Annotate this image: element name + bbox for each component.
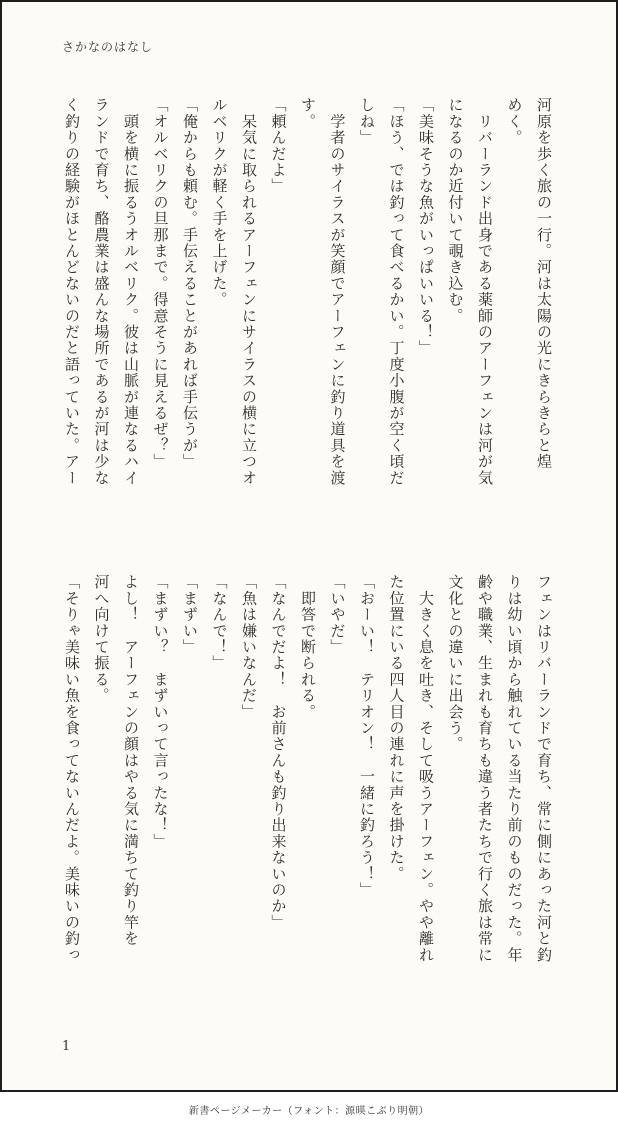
page-header-title: さかなのはなし [62, 40, 154, 54]
text-line: 齢や職業、生まれも育ちも違う者たちで行く旅は常に [476, 574, 494, 963]
text-line: よし！ アーフェンの顔はやる気に満ちて釣り竿を [122, 574, 140, 947]
text-line: 「いやだ」 [328, 574, 347, 655]
text-line: フェンはリバーランドで育ち、常に側にあった河と釣 [535, 574, 553, 963]
text-line: 河原を歩く旅の一行。河は太陽の光にきらきらと煌 [535, 97, 553, 470]
text-line: ルベリクが軽く手を上げた。 [210, 97, 229, 308]
text-line: 呆気に取られるアーフェンにサイラスの横に立つオ [240, 97, 258, 486]
text-line: く釣りの経験がほとんどないのだと語っていた。アー [63, 97, 81, 486]
text-line: 「なんで！」 [210, 574, 229, 672]
text-line: 「まずい？ まずいって言ったな！」 [151, 574, 170, 850]
text-line: 「美味そうな魚がいっぱいいる！」 [417, 97, 435, 357]
text-line: 「なんでだよ！ お前さんも釣り出来ないのか」 [269, 574, 288, 931]
text-line: 学者のサイラスが笑顔でアーフェンに釣り道具を渡 [328, 97, 347, 486]
text-line: 「オルベリクの旦那まで。得意そうに見えるぜ？」 [151, 97, 170, 470]
text-line: リバーランド出身である薬師のアーフェンは河が気 [476, 97, 494, 486]
text-line: 文化との違いに出会う。 [446, 574, 465, 753]
page-number: 1 [62, 1039, 71, 1054]
text-line: りは幼い頃から触れている当たり前のものだった。年 [505, 574, 524, 963]
text-line: 河へ向けて振る。 [92, 574, 111, 704]
text-line: 即答で断られる。 [299, 574, 317, 720]
text-line: す。 [299, 97, 317, 130]
text-line: 「そりゃ美味い魚を食ってないんだよ。美味いの釣っ [63, 574, 81, 963]
text-line: 大きく息を吐き、そして吸うアーフェン。やや離れ [417, 574, 435, 963]
text-line: ランドで育ち、酪農業は盛んな場所であるが河は少な [92, 97, 111, 486]
text-line: 「おーい！ テリオン！ 一緒に釣ろう！」 [358, 574, 376, 898]
text-line: めく。 [505, 97, 524, 146]
text-line: になるのか近付いて覗き込む。 [446, 97, 465, 324]
text-line: 「俺からも頼む。手伝えることがあれば手伝うが」 [181, 97, 199, 470]
text-line: 「ほう、では釣って食べるかい。丁度小腹が空く頃だ [387, 97, 406, 486]
text-line: 頭を横に振るうオルベリク。彼は山脈が連なるハイ [122, 97, 140, 486]
text-line: しね」 [358, 97, 376, 146]
text-column-bottom [58, 574, 558, 1004]
text-line: 「魚は嫌いなんだ」 [240, 574, 258, 720]
text-column-top [58, 97, 558, 527]
footer-credit: 新書ページメーカー（フォント：源暎こぶり明朝） [188, 1106, 430, 1117]
text-line: 「まずい」 [181, 574, 199, 655]
text-line: 「頼んだよ」 [269, 97, 288, 195]
text-line: た位置にいる四人目の連れに声を掛けた。 [387, 574, 406, 882]
